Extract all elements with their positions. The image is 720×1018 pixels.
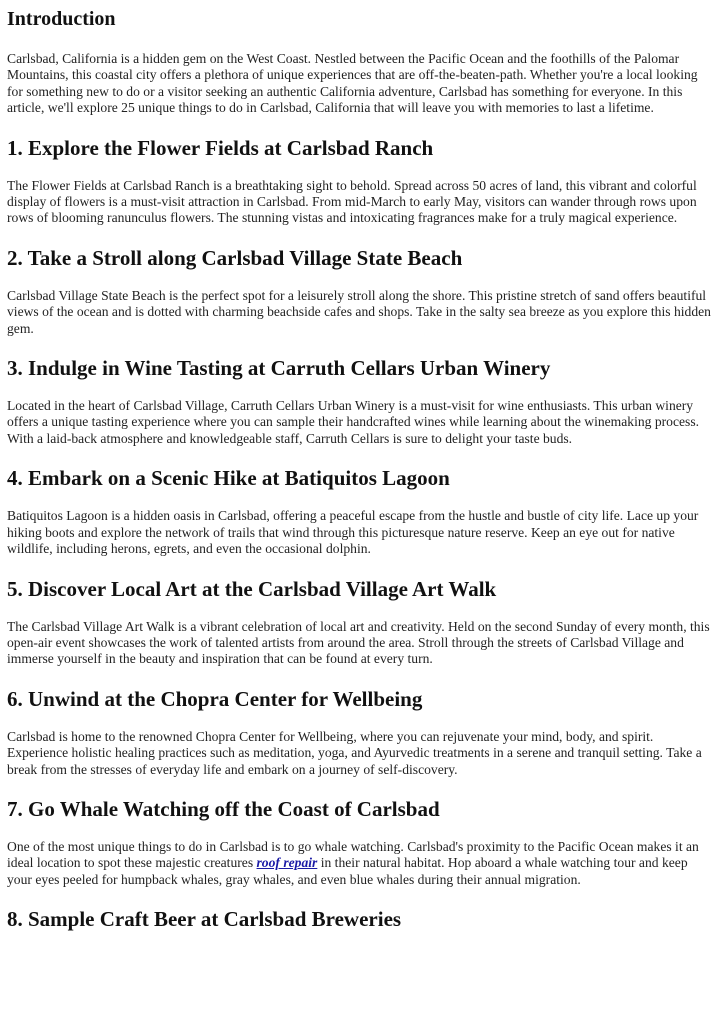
section-8-heading: 8. Sample Craft Beer at Carlsbad Breweries — [7, 907, 402, 932]
section-2-heading: 2. Take a Stroll along Carlsbad Village State Beach — [7, 245, 463, 270]
section-5-heading: 5. Discover Local Art at the Carlsbad Village Art Walk — [7, 576, 497, 601]
section-1-heading: 1. Explore the Flower Fields at Carlsbad Ranch — [7, 135, 434, 160]
section-7-heading: 7. Go Whale Watching off the Coast of Carlsbad — [7, 796, 440, 821]
section-7-text-after-link: in their natural habitat. Hop aboard a whale watching tour and keep your eyes peeled for humpback whales, gray whales, and even blue whales during their annual migration. — [7, 855, 688, 887]
section-2-paragraph: Carlsbad Village State Beach is the perfect spot for a leisurely stroll along the shore. This pristine stretch of sand offers beautiful views of the ocean and is dotted with charming beachside cafes and shops. Take in the salty sea breeze as you explore this hidden gem. — [7, 287, 711, 336]
intro-paragraph: Carlsbad, California is a hidden gem on the West Coast. Nestled between the Pacific Ocean and the foothills of the Palomar Mountains, this coastal city offers a plethora of unique experiences that are off-the-beaten-path. Whether you're a local looking for something new to do or a visitor seeking an authentic California adventure, Carlsbad has something for everyone. In this article, we'll explore 25 unique things to do in Carlsbad, California that will leave you with memories to last a lifetime. — [7, 51, 698, 116]
section-4-paragraph: Batiquitos Lagoon is a hidden oasis in Carlsbad, offering a peaceful escape from the hustle and bustle of city life. Lace up your hiking boots and explore the network of trails that wind through this picturesque nature reserve. Keep an eye out for native wildlife, including herons, egrets, and even the occasional dolphin. — [7, 508, 699, 557]
section-6-heading: 6. Unwind at the Chopra Center for Wellbeing — [7, 686, 423, 711]
section-3-paragraph: Located in the heart of Carlsbad Village, Carruth Cellars Urban Winery is a must-visit for wine enthusiasts. This urban winery offers a unique tasting experience where you can sample their handcrafted wines while learning about the winemaking process. With a laid-back atmosphere and knowledgeable staff, Carruth Cellars is sure to delight your taste buds. — [7, 398, 700, 446]
roof-repair-link[interactable]: roof repair — [256, 855, 318, 871]
section-4-heading: 4. Embark on a Scenic Hike at Batiquitos Lagoon — [7, 466, 450, 491]
section-3-heading: 3. Indulge in Wine Tasting at Carruth Cellars Urban Winery — [7, 356, 551, 381]
intro-heading: Introduction — [7, 8, 116, 30]
section-7-paragraph — [7, 839, 714, 888]
section-7-text-before-link: One of the most unique things to do in Carlsbad is to go whale watching. Carlsbad's proximity to the Pacific Ocean makes it an ideal location to spot these majestic creatures — [7, 838, 699, 871]
section-5-paragraph: The Carlsbad Village Art Walk is a vibrant celebration of local art and creativity. Held on the second Sunday of every month, this open-air event showcases the work of talented artists from around the area. Stroll through the streets of Carlsbad Village and immerse yourself in the beauty and inspiration that can be found at every turn. — [7, 618, 710, 667]
section-1-paragraph: The Flower Fields at Carlsbad Ranch is a breathtaking sight to behold. Spread across 50 acres of land, this vibrant and colorful display of flowers is a must-visit attraction in Carlsbad. From mid-March to early May, visitors can wander through rows upon rows of blooming ranunculus flowers. The stunning vistas and intoxicating fragrances make for a truly magical experience. — [7, 177, 697, 226]
section-6-paragraph: Carlsbad is home to the renowned Chopra Center for Wellbeing, where you can rejuvenate your mind, body, and spirit. Experience holistic healing practices such as meditation, yoga, and Ayurvedic treatments in a serene and tranquil setting. Take a break from the stresses of everyday life and embark on a journey of self-discovery. — [7, 728, 702, 777]
